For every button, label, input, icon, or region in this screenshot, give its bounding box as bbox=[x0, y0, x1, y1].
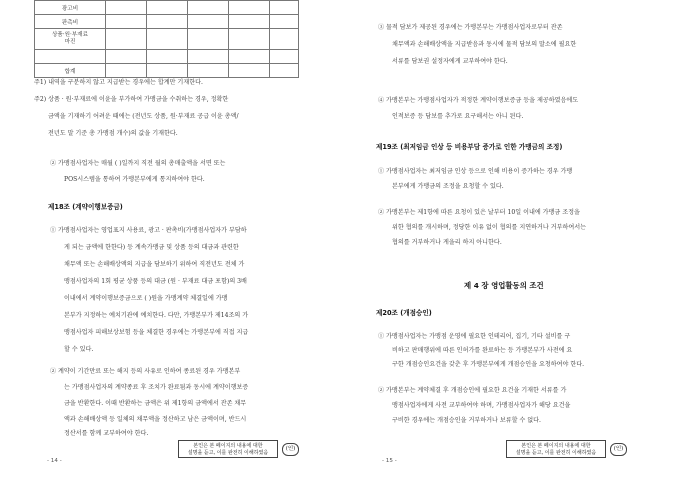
table-row bbox=[35, 15, 299, 29]
article-20-p1-line: 구한 개점승인요건을 갖춘 후 가맹본부에게 개점승인을 요청하여야 한다. bbox=[392, 361, 585, 368]
article-20-p2-line: 맹점사업자에게 사전 교부하여야 하며, 가맹점사업자가 해당 요건을 bbox=[392, 402, 571, 409]
table-row bbox=[35, 1, 299, 15]
article-20-p1-line: 비하고 판매행위에 따른 인허가를 완료하는 등 가맹본부가 사전에 요 bbox=[392, 347, 573, 354]
article-19-p2-line: 위한 협의를 개시하며, 정당한 이유 없이 협의를 지연하거나 거부하여서는 bbox=[392, 224, 587, 231]
note-2-line: 전년도 말 기준 총 가맹점 개수)의 값을 기재한다. bbox=[48, 130, 178, 137]
page-number: - 15 - bbox=[382, 458, 397, 464]
confirmation-box bbox=[506, 440, 606, 458]
table-row bbox=[35, 64, 299, 78]
confirmation-line: 본인은 본 페이지의 내용에 대한 bbox=[521, 443, 591, 449]
article-19-title: 제19조 (최저임금 인상 등 비용부담 증가로 인한 가맹금의 조정) bbox=[376, 143, 563, 151]
fee-table bbox=[34, 0, 299, 78]
article-19-p2-line: ② 가맹본부는 제1항에 따른 요청이 있은 날부터 10일 이내에 가맹금 조정을 bbox=[378, 209, 580, 216]
article-20-title: 제20조 (개점승인) bbox=[376, 309, 432, 317]
table-row-label bbox=[35, 50, 106, 64]
confirmation-line: 본인은 본 페이지의 내용에 대한 bbox=[193, 443, 263, 449]
confirmation-box bbox=[178, 440, 278, 458]
confirmation-line: 설명을 듣고, 이를 완전히 이해하였음 bbox=[187, 449, 269, 456]
clause-3-line: ③ 물적 담보가 제공된 경우에는 가맹본부는 가맹점사업자로부터 잔존 bbox=[378, 24, 563, 31]
article-18-p1-line: 맹점사업자 피해보상보험 등을 체결한 경우에는 가맹본부에 직접 지급 bbox=[64, 329, 249, 336]
article-18-p1-line: 이내에서 계약이행보증금으로 ( )원을 가맹계약 체결일에 가맹 bbox=[64, 295, 228, 302]
clause-2-line: ② 가맹점사업자는 매월 ( )일까지 직전 월의 총매출액을 서면 또는 bbox=[50, 160, 226, 167]
article-18-p1-line: 게 되는 금액에 한한다) 등 계속가맹금 및 상품 등의 대금과 관련한 bbox=[64, 244, 239, 251]
article-18-p1-line: 할 수 있다. bbox=[64, 346, 94, 353]
article-18-p1-line: 채무액 또는 손해배상액의 지급을 담보하기 위하여 직전년도 전체 가 bbox=[64, 261, 245, 268]
article-18-p1-line: ① 가맹점사업자는 영업표지 사용료, 광고 · 판촉비(가맹점사업자가 부담하 bbox=[50, 227, 247, 234]
article-18-p2-line: ② 계약이 기간만료 또는 해지 등의 사유로 인하여 종료된 경우 가맹본부 bbox=[50, 368, 241, 375]
article-20-p2-line: ② 가맹본부는 계약체결 후 개점승인에 필요한 요건을 기재한 서류를 가 bbox=[378, 387, 567, 394]
page-number: - 14 - bbox=[47, 458, 62, 464]
article-19-p2-line: 협의를 거부하거나 게을리 하지 아니한다. bbox=[392, 239, 502, 246]
chapter-4-title: 제 4 장 영업활동의 조건 bbox=[464, 281, 544, 290]
article-18-p2-line: 액과 손해배상액 등 일체의 채무액을 정산하고 남은 금액이며, 반드시 bbox=[64, 416, 247, 423]
confirmation-line: 설명을 듣고, 이를 완전히 이해하였음 bbox=[515, 449, 597, 456]
article-18-p2-line: 는 가맹점사업자의 계약종료 후 조치가 완료됨과 동시에 계약이행보증 bbox=[64, 384, 249, 391]
article-20-p2-line: 구비한 경우에는 개점승인을 거부하거나 보류할 수 없다. bbox=[392, 417, 541, 424]
note-2-line: 금액을 기재하기 어려운 때에는 (전년도 상품, 원·부재료 공급 이윤 총액/ bbox=[48, 113, 239, 120]
article-18-p2-line: 정산서를 함께 교부하여야 한다. bbox=[64, 430, 149, 437]
article-18-p2-line: 금을 반환한다. 이때 반환하는 금액은 위 제1항의 금액에서 잔존 채무 bbox=[64, 400, 247, 407]
table-row-label: 상품·원·부재료 마진 bbox=[35, 29, 106, 50]
clause-3-line: 채무액과 손해배상액을 지급받음과 동시에 물적 담보의 말소에 필요한 bbox=[392, 41, 577, 48]
note-1: 주1) 내역을 구분하지 않고 지급받는 경우에는 합계만 기재한다. bbox=[34, 79, 203, 86]
article-18-title: 제18조 (계약이행보증금) bbox=[48, 203, 123, 211]
clause-4-line: ④ 가맹본부는 가맹점사업자가 적정한 계약이행보증금 등을 제공하였음에도 bbox=[378, 97, 579, 104]
clause-4-line: 인적보증 등 담보를 추가로 요구해서는 아니 된다. bbox=[392, 113, 524, 120]
article-20-p1-line: ① 가맹점사업자는 가맹점 운영에 필요한 인테리어, 집기, 기타 설비를 구 bbox=[378, 333, 571, 340]
article-19-p1-line: 본부에게 가맹금의 조정을 요청할 수 있다. bbox=[392, 183, 504, 190]
article-19-p1-line: ① 가맹점사업자는 최저임금 인상 등으로 인해 비용이 증가하는 경우 가맹 bbox=[378, 168, 573, 175]
clause-3-line: 서류를 담보권 설정자에게 교부하여야 한다. bbox=[392, 58, 508, 65]
table-row-label: 광고비 bbox=[35, 1, 106, 15]
clause-2-line: POS시스템을 통하여 가맹본부에게 통지하여야 한다. bbox=[64, 176, 205, 183]
note-2-line: 주2) 상품 · 원·부재료에 이윤을 부가하여 가맹금을 수취하는 경우, 정확한 bbox=[34, 96, 229, 103]
article-18-p1-line: 맹점사업자의 1회 평균 상품 등의 대금 (원 · 부재료 대금 포함)의 3배 bbox=[64, 278, 247, 285]
table-row-label: 판촉비 bbox=[35, 15, 106, 29]
table-row bbox=[35, 50, 299, 64]
seal-mark: (인) bbox=[610, 443, 627, 456]
seal-mark: (인) bbox=[282, 443, 299, 456]
page-15 bbox=[340, 0, 680, 481]
table-row bbox=[35, 29, 299, 50]
table-row-label: 합계 bbox=[35, 64, 106, 78]
article-18-p1-line: 본부가 지정하는 예치기관에 예치한다. 다만, 가맹본부가 제14조의 가 bbox=[64, 312, 249, 319]
